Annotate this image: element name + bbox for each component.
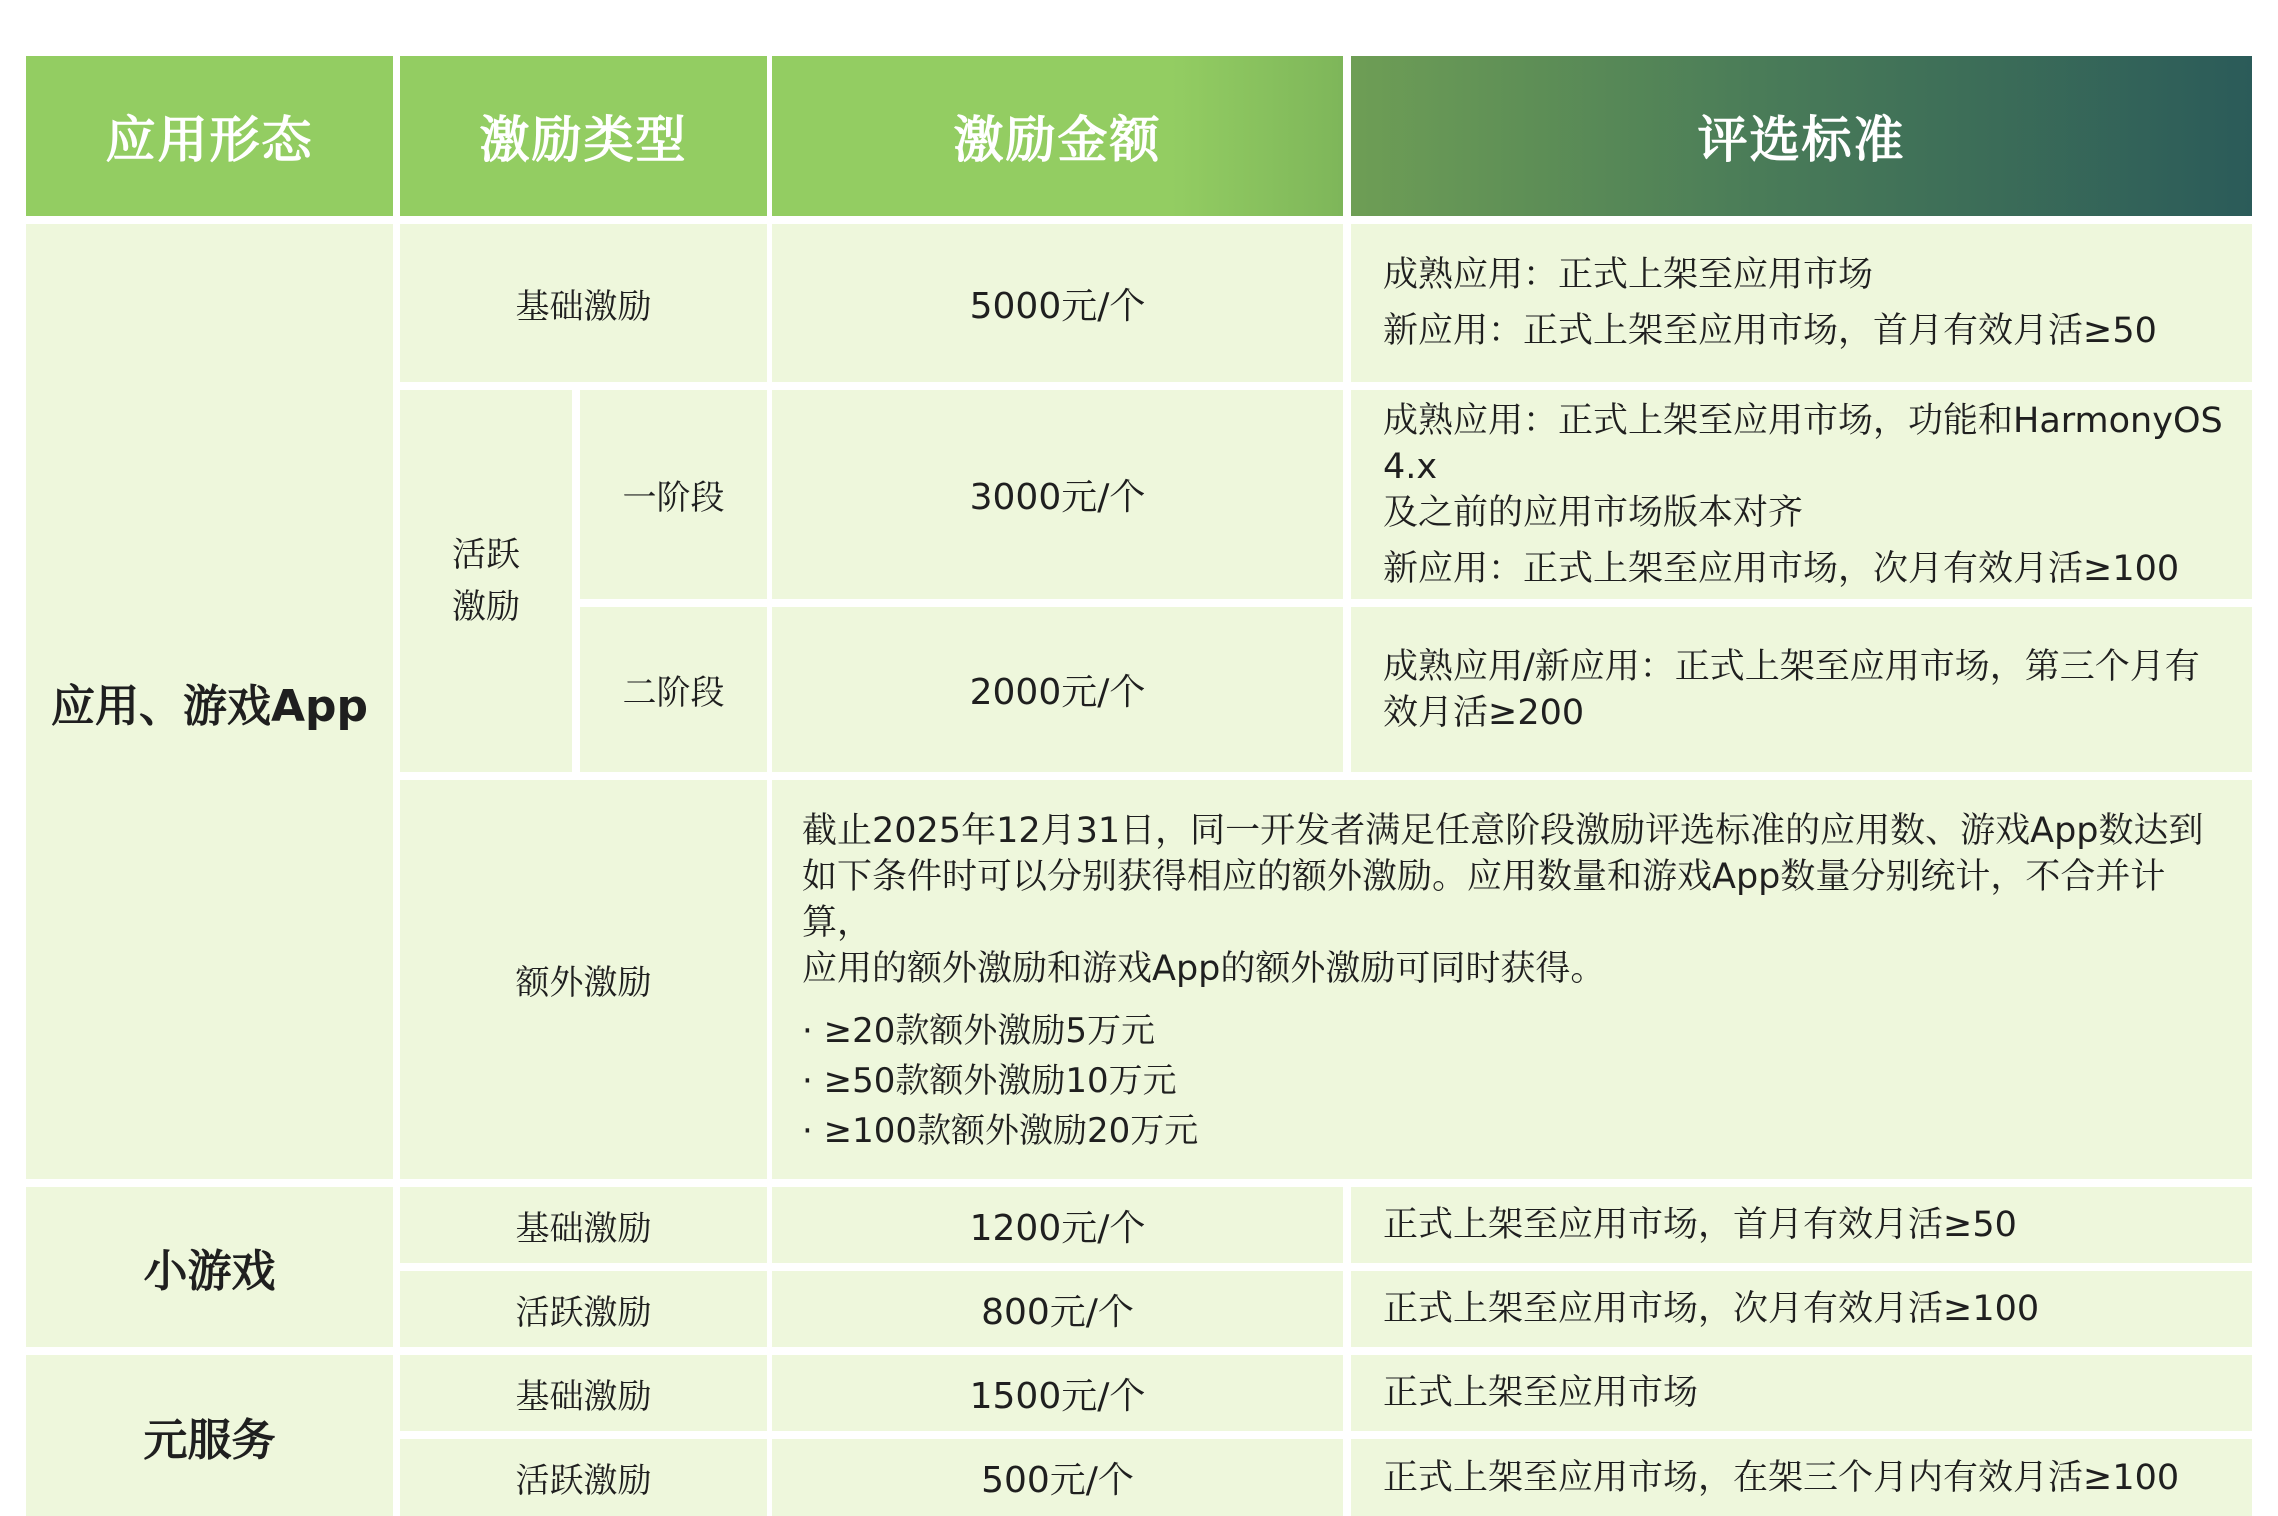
type-service-active: 活跃激励 [400,1439,767,1516]
header-incentive-amount: 激励金额 [772,56,1343,216]
type-basic: 基础激励 [400,224,767,382]
extra-bullet: · ≥20款额外激励5万元 [802,1011,1155,1051]
type-mini-active: 活跃激励 [400,1271,767,1347]
amount-stage-one: 3000元/个 [772,390,1343,599]
criteria-line: 效月活≥200 [1383,692,1585,733]
amount-service-active: 500元/个 [772,1439,1343,1516]
criteria-service-active: 正式上架至应用市场，在架三个月内有效月活≥100 [1351,1439,2252,1516]
amount-mini-basic: 1200元/个 [772,1187,1343,1263]
amount-service-basic: 1500元/个 [772,1355,1343,1431]
criteria-basic [1351,224,2252,382]
criteria-line: 新应用：正式上架至应用市场，次月有效月活≥100 [1383,548,2180,589]
extra-paragraph-line: 截止2025年12月31日，同一开发者满足任意阶段激励评选标准的应用数、游戏App数达到 [802,811,2204,851]
criteria-line: 及之前的应用市场版本对齐 [1383,492,1804,533]
header-app-form: 应用形态 [26,56,393,216]
amount-stage-two: 2000元/个 [772,607,1343,772]
criteria-line: 新应用：正式上架至应用市场，首月有效月活≥50 [1383,311,2157,351]
extra-paragraph-line: 如下条件时可以分别获得相应的额外激励。应用数量和游戏App数量分别统计，不合并计算， [802,857,2166,943]
type-extra: 额外激励 [400,780,767,1179]
extra-bullet: · ≥100款额外激励20万元 [802,1111,1199,1151]
form-mini-game: 小游戏 [26,1187,393,1347]
type-mini-basic: 基础激励 [400,1187,767,1263]
extra-bullet: · ≥50款额外激励10万元 [802,1061,1177,1101]
header-criteria: 评选标准 [1351,56,2252,216]
criteria-mini-basic: 正式上架至应用市场，首月有效月活≥50 [1351,1187,2252,1263]
extra-description [772,780,2252,1179]
criteria-stage-two [1351,607,2252,772]
amount-mini-active: 800元/个 [772,1271,1343,1347]
type-service-basic: 基础激励 [400,1355,767,1431]
criteria-service-basic: 正式上架至应用市场 [1351,1355,2252,1431]
stage-one: 一阶段 [580,390,767,599]
amount-basic: 5000元/个 [772,224,1343,382]
type-active [400,390,572,772]
criteria-line: 成熟应用/新应用：正式上架至应用市场，第三个月有 [1383,646,2200,687]
extra-paragraph-line: 应用的额外激励和游戏App的额外激励可同时获得。 [802,949,1606,989]
type-active-line2: 激励 [452,587,520,627]
form-atomic-service: 元服务 [26,1355,393,1516]
form-app-game: 应用、游戏App [26,224,393,1179]
incentive-table [26,56,2252,1501]
criteria-stage-one [1351,390,2252,599]
criteria-mini-active: 正式上架至应用市场，次月有效月活≥100 [1351,1271,2252,1347]
type-active-line1: 活跃 [452,535,520,575]
stage-two: 二阶段 [580,607,767,772]
criteria-line: 成熟应用：正式上架至应用市场 [1383,255,1874,295]
header-incentive-type: 激励类型 [400,56,767,216]
criteria-line: 成熟应用：正式上架至应用市场，功能和HarmonyOS 4.x [1383,400,2223,487]
